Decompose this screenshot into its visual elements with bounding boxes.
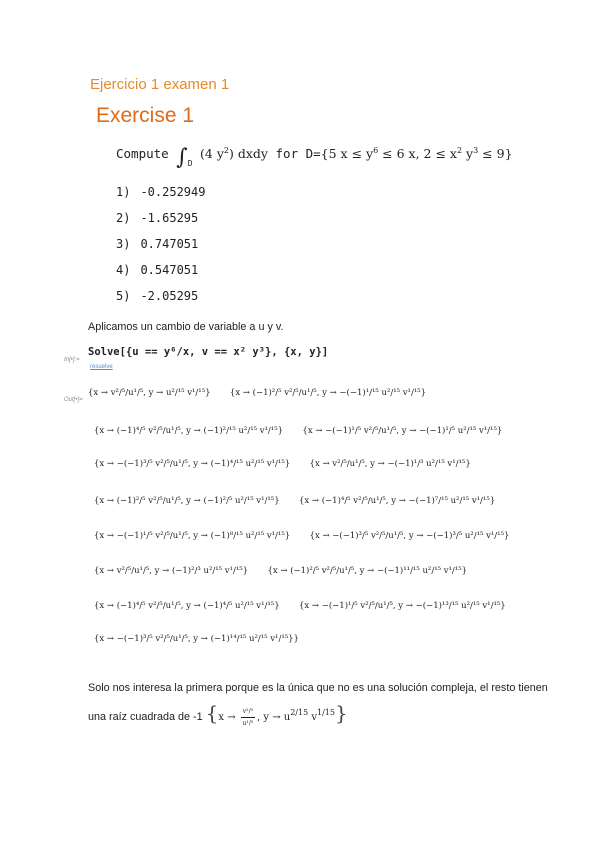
- solution-right: {x → v²/⁵/u¹/⁵, y → −(−1)¹/³ u²/¹⁵ v¹/¹⁵}: [309, 459, 471, 469]
- integrand-exp: 2: [223, 146, 230, 155]
- solution-left: {x → −(−1)³/⁵ v²/⁵/u¹/⁵, y → (−1)¹⁴/¹⁵ u²/¹⁵ v¹/¹⁵}}: [94, 634, 299, 644]
- solution-row: [94, 566, 467, 576]
- option-2: [116, 211, 198, 225]
- option-number: 3): [116, 237, 131, 251]
- frac-num: v²/⁵: [241, 706, 255, 718]
- explanation-text: Solo nos interesa la primera porque es la única que no es una solución compleja, el resto tienen: [88, 682, 548, 694]
- open-brace: {: [205, 701, 219, 725]
- solution-row: [94, 531, 509, 541]
- solution-left: {x → −(−1)¹/⁵ v²/⁵/u¹/⁵, y → (−1)⁸/¹⁵ u²/¹⁵ v¹/¹⁵}: [94, 531, 291, 541]
- chosen-solution: {x → $\frac{\text{v²/⁵}}{\text{u¹/⁵}}$ , $y \to u^{2/15}$ $v^{1/15}$}: [205, 701, 348, 727]
- solution-right: {x → −(−1)³/⁵ v²/⁵/u¹/⁵, y → −(−1)³/⁵ u²/¹⁵ v¹/¹⁵}: [309, 531, 510, 541]
- domain-set: {5 $x \le y^6 \le 6$ x, $2 \le x^2$ $y^3 \le 9$}: [320, 146, 513, 161]
- option-number: 2): [116, 211, 131, 225]
- solution-right: {x → (−1)⁴/⁵ v²/⁵/u¹/⁵, y → −(−1)⁷/¹⁵ u²/¹⁵ v¹/¹⁵}: [299, 496, 496, 506]
- solution-row: [88, 388, 426, 398]
- integrand-tail: ) dxdy: [229, 146, 268, 161]
- option-5: [116, 289, 198, 303]
- integrand: [200, 146, 268, 161]
- option-value: -1.65295: [140, 211, 199, 225]
- solution-row: [94, 426, 502, 436]
- solution-right: {x → (−1)²/⁵ v²/⁵/u¹/⁵, y → −(−1)¹/¹⁵ u²/¹⁵ v¹/¹⁵}: [229, 388, 427, 398]
- solution-left: {x → v²/⁵/u¹/⁵, y → u²/¹⁵ v¹/¹⁵}: [88, 388, 211, 398]
- domain-subscript: D: [187, 159, 193, 168]
- input-hint-link[interactable]: resuelve: [90, 364, 113, 370]
- output-label: Out[•]=: [64, 397, 83, 403]
- cond2-exp1: 2: [456, 146, 463, 155]
- exercise-title: Exercise 1: [96, 104, 195, 127]
- cond1: 5 x ≤ y: [328, 146, 374, 161]
- solution-right: {x → −(−1)¹/⁵ v²/⁵/u¹/⁵, y → −(−1)¹³/¹⁵ u²/¹⁵ v¹/¹⁵}: [299, 601, 506, 611]
- integral-sign: ∫: [176, 145, 188, 170]
- section-heading: Ejercicio 1 examen 1: [90, 76, 230, 93]
- solution-right: {x → (−1)²/⁵ v²/⁵/u¹/⁵, y → −(−1)¹¹/¹⁵ u²/¹⁵ v¹/¹⁵}: [267, 566, 468, 576]
- for-label: for D=: [275, 146, 321, 161]
- explanation-text-2: [88, 701, 348, 729]
- option-number: 1): [116, 185, 131, 199]
- integrand-base: (4 y: [200, 146, 224, 161]
- compute-label: Compute: [116, 146, 169, 161]
- solution-row: [94, 634, 299, 644]
- cond2-exp2: 3: [473, 146, 479, 155]
- solution-row: [94, 459, 471, 469]
- explanation-lead: una raíz cuadrada de -1: [88, 711, 203, 723]
- cond1-exp: 6: [373, 146, 379, 155]
- close-brace: }: [334, 701, 348, 725]
- option-value: -2.05295: [140, 289, 199, 303]
- solution-row: [94, 601, 506, 611]
- cond1-tail: ≤ 6 x,: [378, 146, 424, 161]
- y-mid: v: [308, 712, 317, 723]
- cond2: 2 ≤ x: [423, 146, 457, 161]
- y-mapping: y → u: [263, 712, 291, 723]
- option-4: [116, 263, 198, 277]
- option-value: 0.747051: [140, 237, 199, 251]
- solution-left: {x → (−1)²/⁵ v²/⁵/u¹/⁵, y → (−1)²/⁵ u²/¹⁵ v¹/¹⁵}: [94, 496, 280, 506]
- option-3: [116, 237, 198, 251]
- x-mapping: x →: [218, 712, 236, 723]
- solution-left: {x → (−1)⁴/⁵ v²/⁵/u¹/⁵, y → (−1)²/¹⁵ u²/¹⁵ v¹/¹⁵}: [94, 426, 284, 436]
- solve-input: Solve[{u == y⁶/x, v == x² y³}, {x, y}]: [88, 346, 329, 358]
- option-number: 4): [116, 263, 131, 277]
- cond2-mid: y: [462, 146, 474, 161]
- frac-den: u¹/⁵: [242, 720, 254, 727]
- option-number: 5): [116, 289, 131, 303]
- y-exp2: 1/15: [317, 708, 335, 717]
- y-exp1: 2/15: [290, 708, 309, 717]
- solution-left: {x → −(−1)³/⁵ v²/⁵/u¹/⁵, y → (−1)⁴/¹⁵ u²/¹⁵ v¹/¹⁵}: [94, 459, 291, 469]
- solution-left: {x → (−1)⁴/⁵ v²/⁵/u¹/⁵, y → (−1)⁴/⁵ u²/¹⁵ v¹/¹⁵}: [94, 601, 280, 611]
- option-value: -0.252949: [140, 185, 206, 199]
- problem-statement: [116, 145, 513, 170]
- cond2-tail: ≤ 9: [478, 146, 505, 161]
- solution-left: {x → v²/⁵/u¹/⁵, y → (−1)²/³ u²/¹⁵ v¹/¹⁵}: [94, 566, 249, 576]
- solution-row: [94, 496, 495, 506]
- input-label: In[•]:=: [64, 357, 80, 363]
- x-fraction: [241, 706, 255, 729]
- solution-right: {x → −(−1)¹/⁵ v²/⁵/u¹/⁵, y → −(−1)¹/⁵ u²/¹⁵ v¹/¹⁵}: [302, 426, 503, 436]
- change-of-variable-text: Aplicamos un cambio de variable a u y v.: [88, 321, 284, 333]
- option-1: [116, 185, 205, 199]
- option-value: 0.547051: [140, 263, 199, 277]
